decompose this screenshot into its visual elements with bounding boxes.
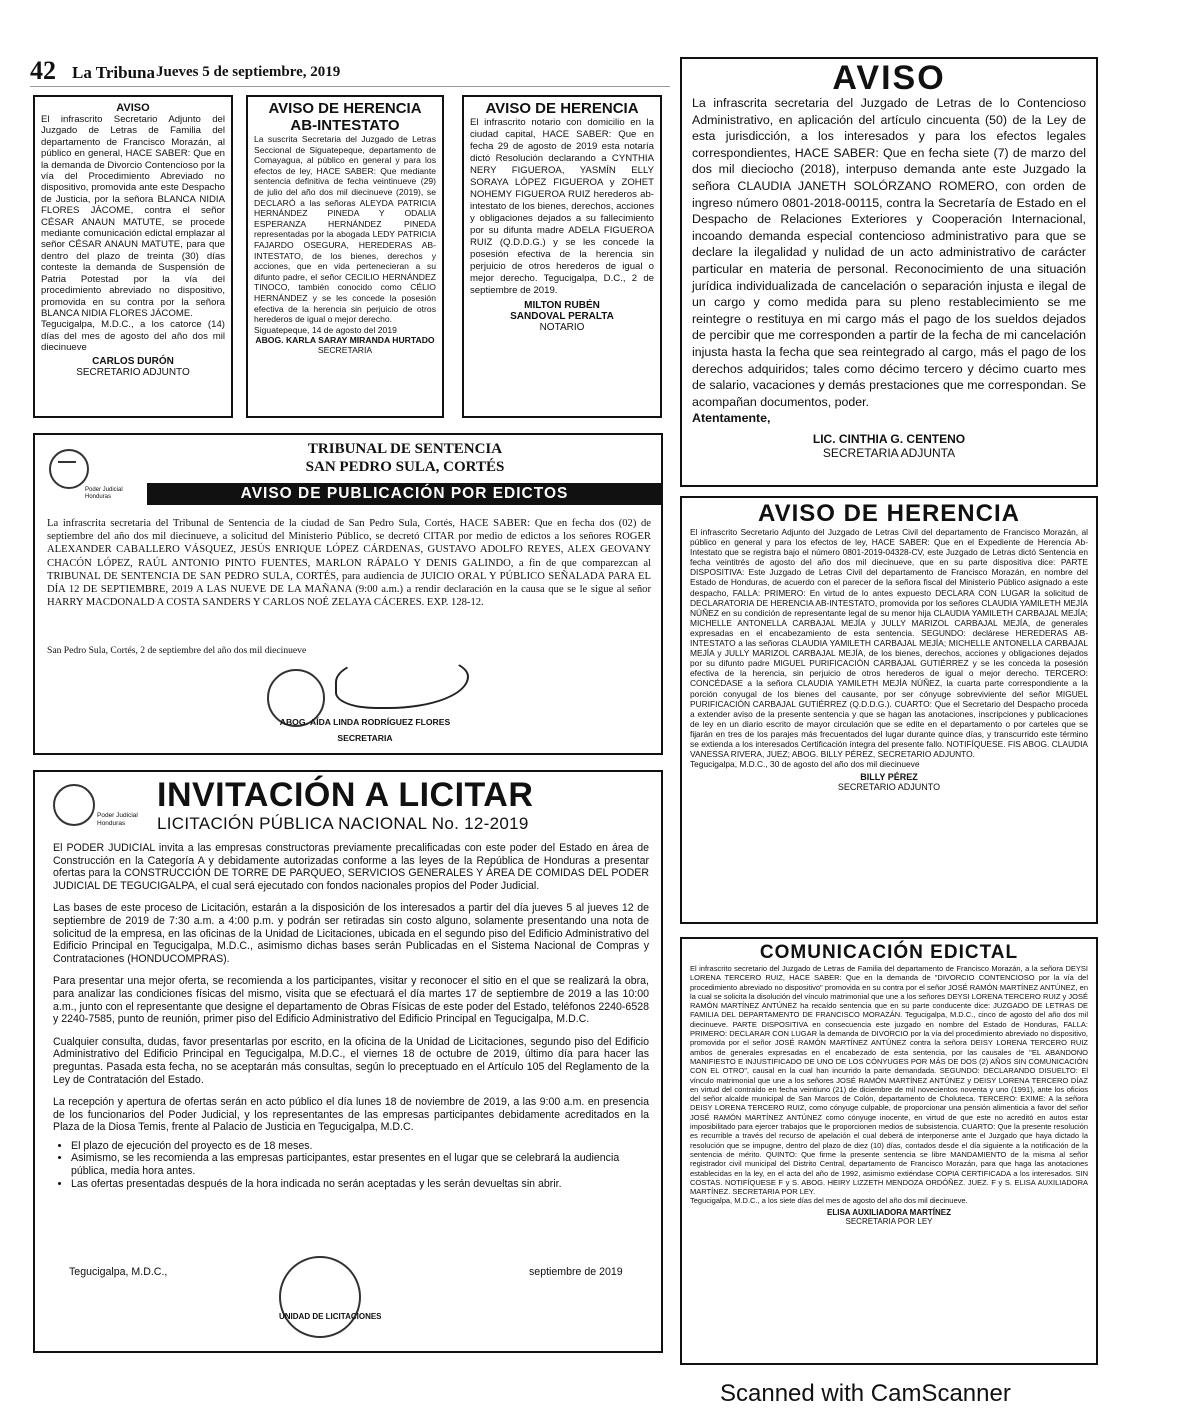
aviso-contencioso-box [680, 57, 1098, 487]
comunicacion-edictal-box [680, 937, 1098, 1365]
tribunal-place-date: San Pedro Sula, Cortés, 2 de septiembre del año dos mil diecinueve [47, 645, 307, 656]
unidad-licitaciones-seal-text: UNIDAD DE LICITACIONES [279, 1312, 382, 1321]
aviso-divorcio-signer: CARLOS DURÓN [92, 355, 174, 367]
tribunal-role: SECRETARIA [337, 733, 393, 743]
licitacion-bullets [53, 1140, 649, 1190]
aviso-herencia-notario-box [462, 95, 662, 418]
aviso-herencia-civil-signer: BILLY PÉREZ [860, 772, 918, 783]
aviso-herencia-notario-signer-2: SANDOVAL PERALTA [510, 311, 614, 322]
comunicacion-edictal-title: COMUNICACIÓN EDICTAL [759, 942, 1019, 963]
licitacion-content [53, 842, 649, 1190]
licitacion-paragraph-1: El PODER JUDICIAL invita a las empresas constructoras previamente precalificadas con este poder del Estado en área de Construcción en la Categoría A y debidamente autorizadas conforme a las leyes de la República de Honduras a presentar ofertas para la CONSTRUCCIÓN DE TORRE DE PARQUEO, SERVICIOS GENERALES Y ÁREA DE COMIDAS DEL PODER JUDICIAL DE TEGUCIGALPA, el cual será ejecutado con fondos nacionales propios del Poder Judicial. [53, 842, 649, 892]
licitacion-bullet: • El plazo de ejecución del proyecto es de 18 meses. [71, 1140, 649, 1153]
tribunal-edictos-box [33, 433, 663, 755]
aviso-herencia-ab-title: AVISO DE HERENCIA [268, 100, 422, 117]
comunicacion-edictal-body: El infrascrito secretario del Juzgado de Letras de Familia del departamento de Francisco Morazán, a la señora DEYSI LORENA TERCERO RUIZ, HACE SABER: Que en la demanda de "DIVORCIO CONTENCIOSO por la vía del procedimiento abreviado no dispositivo" promovida en su contra por el señor JOSÉ RAMÓN MARTÍNEZ ANTÚNEZ, en la cual se solicita la disolución del vínculo matrimonial que une a los señores DEYSI LORENA TERCERO RUIZ y JOSÉ RAMÓN MARTÍNEZ ANTÚNEZ ha recaído sentencia que en su parte conducente dice: JUZGADO DE LETRAS DE FAMILIA DEL DEPARTAMENTO DE FRANCISCO MORAZÁN. Tegucigalpa, M.D.C., cinco de agosto del año dos mil diecinueve. PARTE DISPOSITIVA en consecuencia este juzgado en nombre del Estado de Honduras, FALLA: PRIMERO: DECLARAR CON LUGAR la demanda de DIVORCIO por la vía del procedimiento abreviado no dispositivo, promovida por el señor JOSÉ RAMÓN MARTÍNEZ ANTÚNEZ contra la señora DEISY LORENA TERCERO RUIZ ambos de generales expresadas en el encabezado de esta sentencia, por las causales de "EL ABANDONO MANIFIESTO E INJUSTIFICADO DE UNO DE LOS CÓNYUGES POR MÁS DE DOS (2) AÑOS SIN COMUNICACIÓN CON EL OTRO", causal en la cual han incurrido la parte demandada. SEGUNDO: DECLARANDO DISUELTO: El vínculo matrimonial que une a los señores JOSÉ RAMÓN MARTÍNEZ ANTÚNEZ y DEISY LORENA TERCERO DÍAZ en virtud del contraído en fecha veintiuno (21) de diciembre de mil novecientos noventa y uno (1991), ante los oficios del señor alcalde municipal de San Marcos de Colón, departamento de Choluteca. TERCERO: EXIME: A la señora DEISY LORENA TERCERO RUIZ, como cónyuge culpable, de proporcionar una pensión alimenticia a favor del señor JOSÉ RAMÓN MARTÍNEZ ANTÚNEZ como cónyuge inocente, en virtud de que este no acreditó en autos estar imposibilitado para ejercer trabajos que le proporcionen medios de subsistencia. CUARTO: Que la presente resolución es recurrible a través del recurso de apelación el cual deberá de interponerse ante el Juzgado que haya dictado la resolución que se impugne, dentro del plazo de diez (10) días, contados desde el día siguiente a la notificación de la sentencia de mérito. QUINTO: Que firme la presente sentencia se libre MANDAMIENTO de la misma al señor registrador civil municipal del Distrito Central, departamento de Francisco Morazán, para que haga las anotaciones establecidas en la ley, en el acta del año de 1992, asimismo extiéndase COPIA CERTIFICADA a los interesados. SIN COSTAS. NOTIFÍQUESE F y S. ABOG. HEIRY LIZZETH MENDOZA ORDÓÑEZ. JUEZ. F y S. ELISA AUXILIADORA MARTÍNEZ. SECRETARIA POR LEY. [690, 964, 1088, 1197]
issue-date: Jueves 5 de septiembre, 2019 [156, 64, 341, 80]
aviso-contencioso-body: La infrascrita secretaria del Juzgado de Letras de lo Contencioso Administrativo, en aplicación del artículo cincuenta (50) de la Ley de esta jurisdicción, a los interesados y para los efectos legales correspondientes, HACE SABER: Que en fecha siete (7) de marzo del dos mil dieciocho (2018), interpuso demanda ante este Juzgado la señora CLAUDIA JANETH SOLÓRZANO ROMERO, con orden de ingreso número 0801-2018-00115, contra la Secretaría de Estado en el Despacho de Relaciones Exteriores y Cooperación Internacional, incoando demanda especial contencioso administrativo para que se declare la ilegalidad y nulidad de un acto administrativo de carácter particular en materia de personal. Reconocimiento de una situación jurídica individualizada de cancelación o separación injusta e ilegal de un cargo y como medida para su pleno restablecimiento se me reintegre o restituya en mi cargo más el pago de los sueldos dejados de percibir que me corresponden a partir de la fecha de mi cancelación injusta hasta la fecha que sea reintegrado al cargo, más el pago de los derechos adquiridos; tales como décimo tercero y décimo cuarto mes de salario, vacaciones y demás prestaciones que me correspondan. Se acompañan documentos, poder. [692, 96, 1086, 409]
licitacion-date: septiembre de 2019 [529, 1266, 623, 1278]
aviso-contencioso-title: AVISO [832, 59, 946, 97]
licitacion-paragraph-3: Para presentar una mejor oferta, se recomienda a los participantes, visitar y reconocer el sitio en el que se realizará la obra, para analizar las condiciones físicas del mismo, visita que se efectuará el día martes 17 de septiembre de 2019 a las 10:00 a.m., junto con el representante que designe el departamento de Obras Físicas de este poder del Estado, teléfonos 2240-6528 y 2240-7585, punto de reunión, primer piso del Edificio Administrativo del Edificio Principal en Tegucigalpa, M.D.C. [53, 975, 649, 1026]
aviso-herencia-ab-signer: ABOG. KARLA SARAY MIRANDA HURTADO [255, 335, 435, 346]
licitacion-bullet: • Asimismo, se les recomienda a las empresas participantes, estar presentes en el lugar que se celebrará la audiencia pública, media hora antes. [71, 1152, 649, 1177]
aviso-herencia-civil-body: El infrascrito Secretario Adjunto del Juzgado de Letras Civil del departamento de Francisco Morazán, al público en general y para los efectos de ley, HACE SABER: Que en el Expediente de Herencia Ab-Intestato que se registra bajo el número 0801-2019-04328-CV, este Juzgado de Letras dictó Sentencia en fecha veintitrés de agosto del año dos mil diecinueve, que en su parte dispositiva dice: PARTE DISPOSITIVA: Este Juzgado de Letras Civil del departamento de Francisco Morazán, en nombre del Estado de Honduras, de acuerdo con el parecer de la señora fiscal del Ministerio Público asignado a este despacho, FALLA: PRIMERO: En virtud de lo antes expuesto DECLARA CON LUGAR la solicitud de DECLARATORIA DE HERENCIA AB-INTESTATO, promovida por los señores CLAUDIA YAMILETH MEJÍA NÚÑEZ en su condición de representante legal de su menor hija CLAUDIA YAMILETH CARBAJAL MEJÍA; MICHELLE ANTONELLA CARBAJAL MEJÍA y JULLY MARIZOL CARBAJAL MEJÍA, de generales expresadas en el encabezamiento de esta sentencia. SEGUNDO: declárese HEREDERAS AB-INTESTATO a las señoras CLAUDIA YAMILETH CARBAJAL MEJÍA; MICHELLE ANTONELLA CARBAJAL MEJÍA y JULLY MARIZOL CARBAJAL MEJÍA, de los bienes, derechos, acciones y obligaciones dejados por su difunto padre MIGUEL PURIFICACIÓN CARBAJAL GUTIÉRREZ y se les conceda la posesión efectiva de la herencia, sin perjuicio de otros herederos de igual o mejor derecho. TERCERO: CONCÉDASE a la señora CLAUDIA YAMILETH MEJÍA NÚÑEZ, la cuarta parte correspondiente a la porción conyugal de los bienes del causante, por ser cónyuge sobreviviente del señor MIGUEL PURIFICACIÓN CARBAJAL GUTIÉRREZ (Q.D.D.G.). CUARTO: Que el Secretario del Despacho proceda a extender aviso de la presente sentencia y que se hagan las anotaciones, inscripciones y publicaciones de ley en un diario escrito de mayor circulación que se edite en el departamento o por carteles que se fijarán en tres de los parajes más frecuentados del lugar durante quince días, y transcurrido este término se extienda a los interesados Certificación íntegra del presente fallo. NOTIFÍQUESE. FIS ABOG. CLAUDIA VANESSA RIVERA, JUEZ; ABOG. BILLY PÉREZ, SECRETARIO ADJUNTO. [690, 527, 1088, 760]
licitacion-place: Tegucigalpa, M.D.C., [69, 1266, 168, 1278]
aviso-herencia-ab-subtitle: AB-INTESTATO [290, 117, 400, 134]
poder-judicial-logo-icon [53, 784, 95, 826]
aviso-herencia-notario-title: AVISO DE HERENCIA [485, 100, 639, 117]
aviso-herencia-civil-title: AVISO DE HERENCIA [758, 500, 1020, 527]
licitacion-logo-caption: Poder Judicial Honduras [97, 812, 138, 827]
aviso-divorcio-role: SECRETARIO ADJUNTO [76, 366, 190, 378]
aviso-herencia-ab-place-date: Siguatepeque, 14 de agosto del 2019 [254, 324, 397, 335]
aviso-herencia-ab-role: SECRETARIA [317, 345, 373, 356]
comunicacion-edictal-role: SECRETARIA POR LEY [845, 1216, 933, 1226]
tribunal-location: SAN PEDRO SULA, CORTÉS [305, 459, 505, 475]
page-header [30, 56, 670, 87]
unidad-licitaciones-seal [279, 1256, 361, 1338]
aviso-divorcio-body: El infrascrito Secretario Adjunto del Juzgado de Letras de Familia del departamento de Francisco Morazán, al público en general, HACE SABER: Que en la demanda de Divorcio Contencioso por la vía del Procedimiento Abreviado no dispositivo, promovida ante este Despacho de Justicia, por la señora BLANCA NIDIA FLORES JÁCOME, contra el señor CÉSAR ANAUN MATUTE, se procede mediante comunicación edictal emplazar al señor CÉSAR ANAUN MATUTE, para que dentro del plazo de treinta (30) días conteste la demanda de Suspensión de Patria Potestad por la vía del procedimiento abreviado no dispositivo, promovida en su contra por la señora BLANCA NIDIA FLORES JÁCOME. [41, 114, 225, 319]
aviso-divorcio-title: AVISO [116, 102, 150, 114]
comunicacion-edictal-place-date: Tegucigalpa, M.D.C., a los siete días del mes de agosto del año dos mil diecinueve. [690, 1196, 968, 1206]
page-number: 42 [30, 56, 56, 85]
licitacion-subtitle: LICITACIÓN PÚBLICA NACIONAL No. 12-2019 [157, 814, 529, 833]
tribunal-edictos-banner: AVISO DE PUBLICACIÓN POR EDICTOS [147, 483, 662, 505]
licitacion-box [33, 770, 663, 1353]
aviso-contencioso-role: SECRETARIA ADJUNTA [822, 446, 956, 461]
newspaper-name: La Tribuna [72, 63, 155, 82]
aviso-herencia-civil-box [680, 496, 1098, 924]
aviso-divorcio-place-date: Tegucigalpa, M.D.C., a los catorce (14) días del mes de agosto del año dos mil diecinueve [41, 319, 225, 354]
aviso-herencia-notario-body: El infrascrito notario con domicilio en la ciudad capital, HACE SABER: Que en fecha 29 de agosto de 2019 esta notaría dictó Resolución declarando a CYNTHIA NERY FIGUEROA, YASMÍN ELLY SORAYA LÓPEZ FIGUEROA y ZOHET NOHEMY FIGUEROA RUIZ herederos ab-intestato de los bienes, derechos, acciones y obligaciones dejados a su fallecimiento por su difunta madre ADELA FIGUEROA RUIZ (Q.D.D.G.) y se les concede la posesión efectiva de la herencia sin perjuicio de otros herederos de igual o mejor derecho. Tegucigalpa, D.C., 2 de septiembre de 2019. [470, 117, 654, 296]
aviso-herencia-civil-role: SECRETARIO ADJUNTO [837, 782, 941, 793]
aviso-divorcio-box [33, 95, 233, 418]
tribunal-body: La infrascrita secretaria del Tribunal de Sentencia de la ciudad de San Pedro Sula, Cortés, HACE SABER: Que en fecha dos (02) de septiembre del año dos mil diecinueve, a solicitud del Ministerio Público, se decretó CITAR por medio de edictos a los señores ROGER ALEXANDER CABALLERO VÁSQUEZ, JESÚS ENRIQUE LÓPEZ CÁRDENAS, GUSTAVO ADOLFO REYES, ALEX GEOVANY CHACÓN LÓPEZ, RAÚL ANTONIO PINTO FUENTES, MARLON RÁPALO Y DENIS GALINDO, a fin de que comparezcan al TRIBUNAL DE SENTENCIA DE SAN PEDRO SULA, CORTÉS, para audiencia de JUICIO ORAL Y PÚBLICO SEÑALADA PARA EL DÍA 12 DE SEPTIEMBRE, 2019 A LAS NUEVE DE LA MAÑANA (9:00 a.m.) a rendir declaración en la causa que se le sigue al señor HARRY MACDONALD A COSTA SANDERS Y CARLOS NOÉ ZELAYA CÁCERES. EXP. 128-12. [47, 518, 651, 609]
licitacion-paragraph-2: Las bases de este proceso de Licitación, estarán a la disposición de los interesados a partir del día jueves 5 al jueves 12 de septiembre de 2019 de 7:30 a.m. a 4:00 p.m. y podrán ser retiradas sin costo alguno, solamente presentando una nota de solicitud de la empresa, en las oficinas de la Unidad de Licitaciones, ubicada en el segundo piso del Edificio Administrativo del Edificio Principal en Tegucigalpa, M.D.C., asimismo dichas bases serán Publicadas en el Sistema Nacional de Compras y Contrataciones (HONDUCOMPRAS). [53, 902, 649, 965]
tribunal-signature [335, 655, 469, 709]
licitacion-bullet: • Las ofertas presentadas después de la hora indicada no serán aceptadas y les serán devueltas sin abrir. [71, 1178, 649, 1191]
aviso-contencioso-closing: Atentamente, [692, 411, 771, 426]
licitacion-paragraph-5: La recepción y apertura de ofertas serán en acto público el día lunes 18 de noviembre de 2019, a las 9:00 a.m. en presencia de los funcionarios del Poder Judicial, y los representantes de las empresas participantes debidamente acreditados en la Plaza de la Diosa Temis, frente al Palacio de Justicia en Tegucigalpa, M.D.C. [53, 1096, 649, 1134]
licitacion-paragraph-4: Cualquier consulta, dudas, favor presentarlas por escrito, en la oficina de la Unidad de Licitaciones, segundo piso del Edificio Administrativo del Edificio Principal en Tegucigalpa, M.D.C., el viernes 18 de octubre de 2019, último día para hacer las preguntas. Pasada esta fecha, no se aceptarán más consultas, según lo preceptuado en el Artículo 105 del Reglamento de la Ley de Contratación del Estado. [53, 1035, 649, 1086]
poder-judicial-logo [49, 449, 89, 489]
aviso-herencia-ab-box [246, 95, 444, 418]
aviso-herencia-civil-place-date: Tegucigalpa, M.D.C., 30 de agosto del año dos mil diecinueve [690, 759, 920, 770]
camscanner-watermark: Scanned with CamScanner [720, 1380, 1011, 1407]
tribunal-signer: ABOG. AÍDA LINDA RODRÍGUEZ FLORES [279, 717, 451, 727]
aviso-contencioso-signer: LIC. CINTHIA G. CENTENO [812, 432, 966, 447]
tribunal-logo-caption: Poder Judicial Honduras [85, 487, 123, 500]
aviso-herencia-notario-role: NOTARIO [539, 322, 585, 333]
licitacion-title: INVITACIÓN A LICITAR [157, 776, 534, 814]
aviso-herencia-ab-body: La suscrita Secretaria del Juzgado de Letras Seccional de Siguatepeque, departamento de Comayagua, al público en general y para los efectos de ley, HACE SABER: Que mediante sentencia definitiva de fecha veintinueve (29) de julio del año dos mil diecinueve (2019), se DECLARÓ a las señoras ALEYDA PATRICIA HERNÁNDEZ PINEDA Y ODALIA ESPERANZA HERNÁNDEZ PINEDA representadas por la abogada LEDY PATRICIA FAJARDO OSEGURA, HEREDERAS AB-INTESTATO, de los bienes, derechos y acciones, que en vida pertenecieran a su difunto padre, el señor CECILIO HERNÁNDEZ TINOCO, también conocido como CÉLIO HERNÁNDEZ y se les concede la posesión efectiva de la herencia sin perjuicio de otros herederos de igual o mejor derecho. [254, 134, 436, 325]
tribunal-name: TRIBUNAL DE SENTENCIA [307, 441, 503, 457]
comunicacion-edictal-signer: ELISA AUXILIADORA MARTÍNEZ [827, 1207, 951, 1217]
aviso-herencia-notario-signer-1: MILTON RUBÉN [524, 300, 600, 311]
